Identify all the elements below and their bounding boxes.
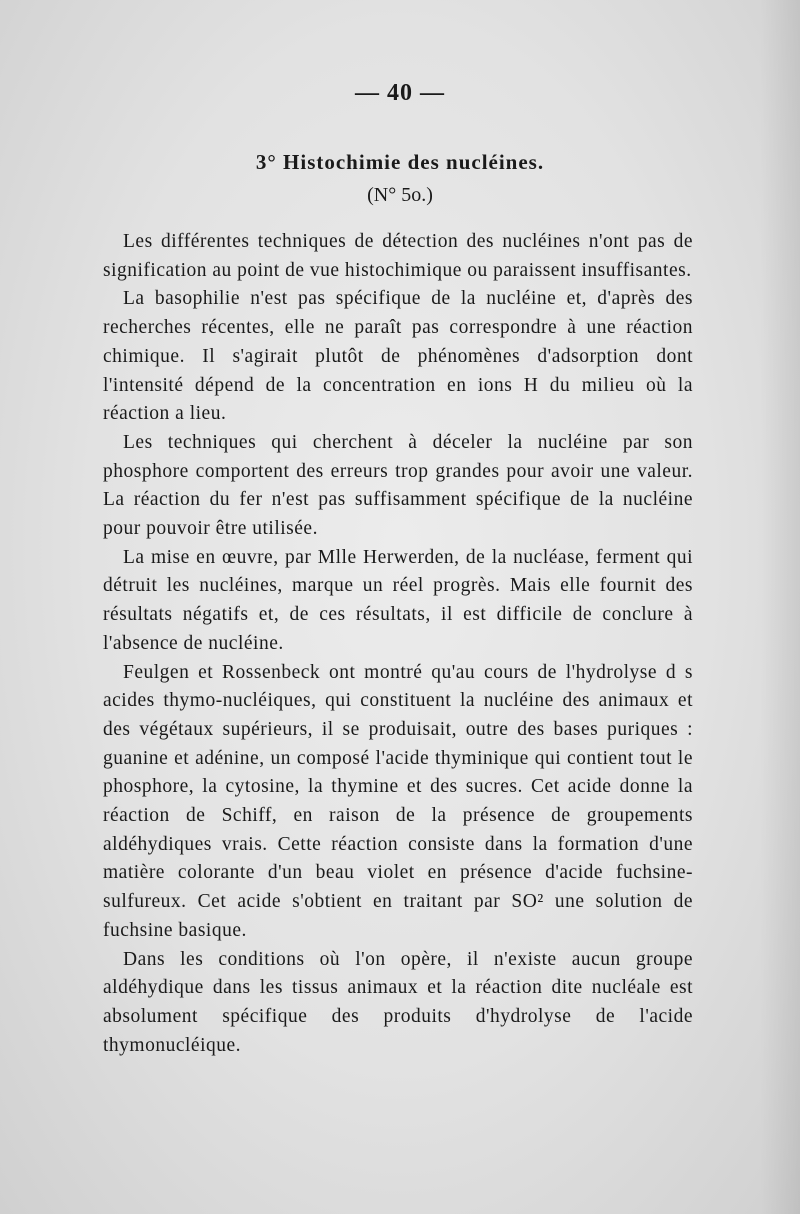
paragraph-conditions: Dans les conditions où l'on opère, il n'existe aucun groupe aldéhydique dans les tissus animaux et la réaction dite nucléale est absolument spécifique des produits d'hydrolyse de l'acide thymonucléique. — [103, 948, 693, 1056]
page-number: — 40 — — [355, 80, 445, 106]
paragraph-basophilie: La basophilie n'est pas spécifique de la nucléine et, d'après des recherches récentes, elle ne paraît pas correspondre à une réaction chimique. Il s'agirait plutôt de phénomènes d'adsorption dont l'intensité dépend de la concentration en ions H du milieu où la réaction a lieu. — [103, 288, 693, 425]
paragraph-detection: Les différentes techniques de détection des nucléines n'ont pas de signification au point de vue histochimique ou paraissent insuffisantes. — [103, 231, 693, 281]
body-text — [103, 228, 693, 1060]
paragraph-feulgen: Feulgen et Rossenbeck ont montré qu'au cours de l'hydrolyse d s acides thymo-nucléiques, qui constituent la nucléine des animaux et des végétaux supérieurs, il se produisait, outre des bases puriques : guanine et adénine, un composé l'acide thyminique qui contient tout le phosphore, la cytosine, la thymine et des sucres. Cet acide donne la réaction de Schiff, en raison de la présence de groupements aldéhydiques vrais. Cette réaction consiste dans la formation d'une matière colorante d'un beau violet en présence d'acide fuchsine-sulfureux. Cet acide s'obtient en traitant par SO² une solution de fuchsine basique. — [103, 661, 693, 941]
section-reference: (N° 5o.) — [367, 184, 433, 206]
section-title: 3° Histochimie des nucléines. — [255, 150, 545, 174]
page-edge-shadow — [760, 0, 800, 1214]
paragraph-nuclease: La mise en œuvre, par Mlle Herwerden, de la nucléase, ferment qui détruit les nucléines, marque un réel progrès. Mais elle fournit des résultats négatifs et, de ces résultats, il est difficile de conclure à l'absence de nucléine. — [103, 546, 693, 654]
paragraph-phosphore: Les techniques qui cherchent à déceler la nucléine par son phosphore comportent des erreurs trop grandes pour avoir une valeur. La réaction du fer n'est pas suffisamment spécifique de la nucléine pour pouvoir être utilisée. — [103, 431, 693, 540]
